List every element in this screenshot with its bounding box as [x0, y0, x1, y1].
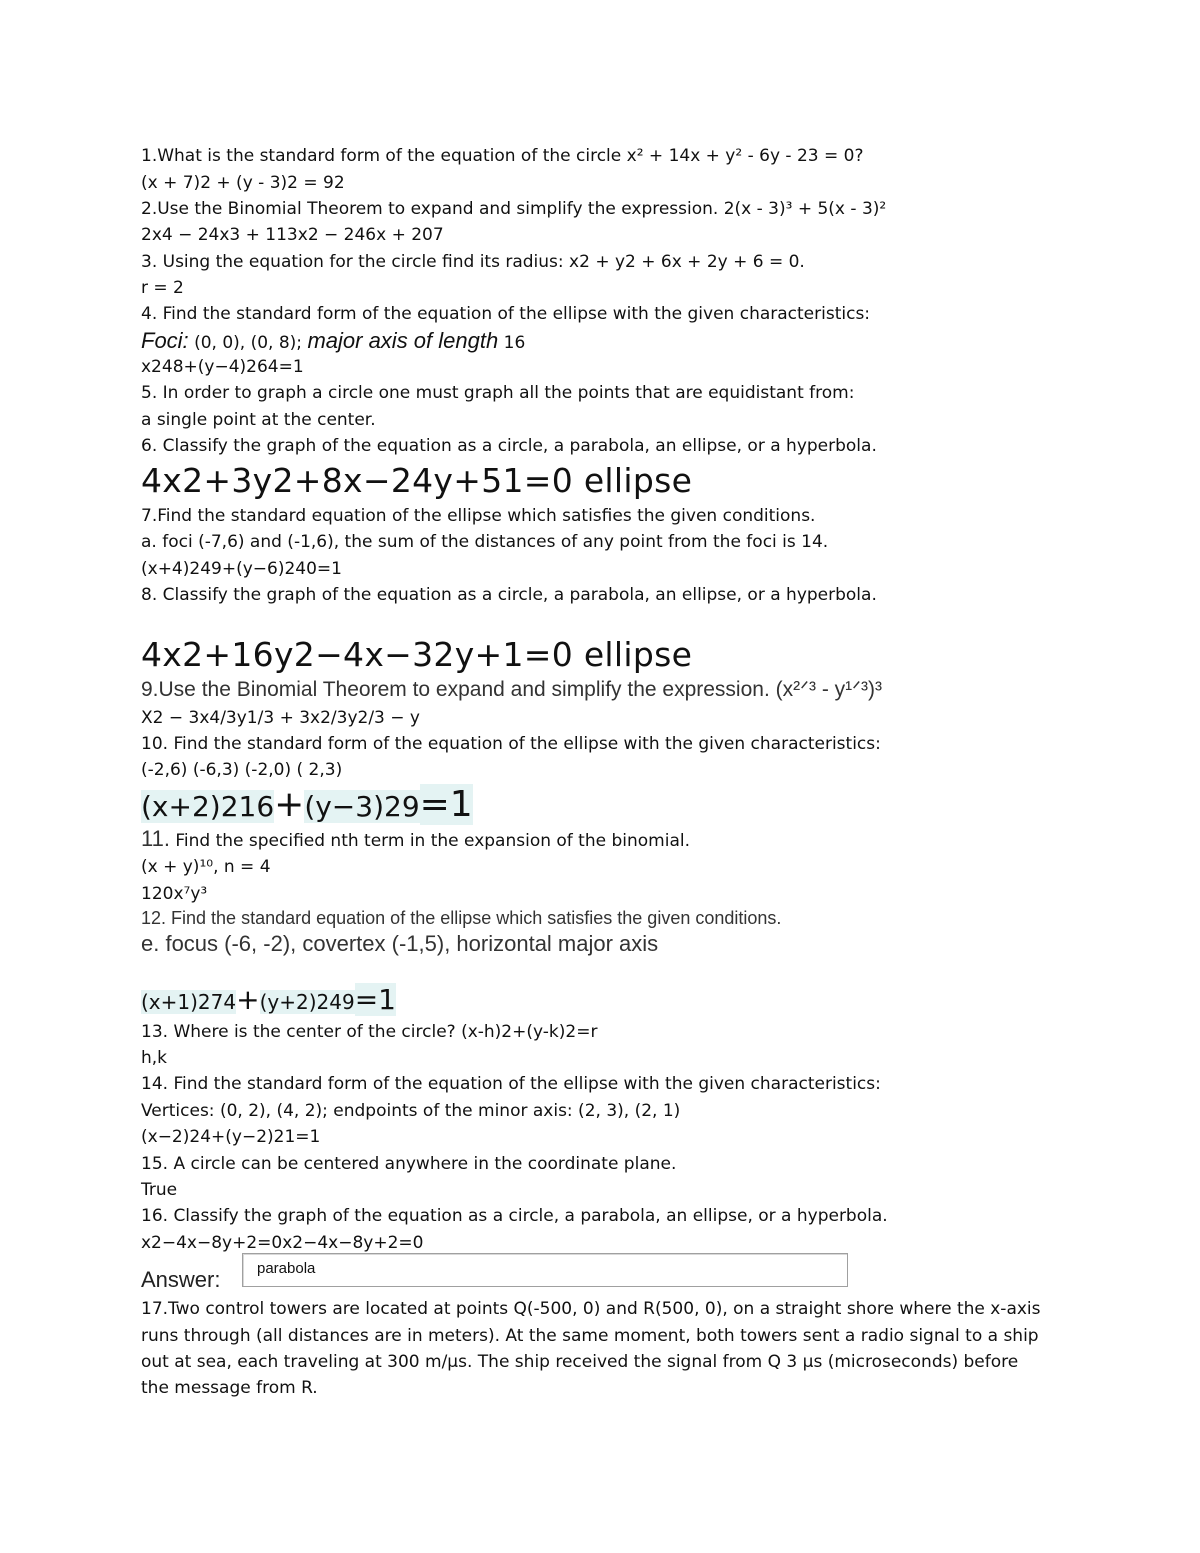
q7-sub: a. foci (-7,6) and (-1,6), the sum of the distances of any point from the foci is 14. [141, 532, 829, 552]
q9-answer: X2 − 3x4/3y1/3 + 3x2/3y2/3 − y [141, 708, 420, 728]
q15-answer: True [141, 1180, 178, 1200]
q14-text: 14. Find the standard form of the equation of the ellipse with the given characteristics: [141, 1074, 881, 1094]
q4-text: 4. Find the standard form of the equation of the ellipse with the given characteristics: [141, 304, 871, 324]
q1-text: 1.What is the standard form of the equation of the circle x² + 14x + y² - 6y - 23 = 0? [141, 146, 864, 166]
q6-answer: 4x2+3y2+8x−24y+51=0 ellipse [141, 461, 693, 500]
q9-text: 9.Use the Binomial Theorem to expand and simplify the expression. (x²ᐟ³ - y¹ᐟ³)³ [141, 678, 883, 701]
q10-answer-equals: =1 [419, 784, 473, 825]
q5-text: 5. In order to graph a circle one must graph all the points that are equidistant from: [141, 383, 855, 403]
q12-answer-part-b: (y+2)249 [259, 990, 355, 1014]
q8-answer: 4x2+16y2−4x−32y+1=0 ellipse [141, 635, 693, 674]
q11-question: Find the specified nth term in the expansion of the binomial. [169, 831, 691, 851]
q16-answer-field[interactable] [242, 1253, 848, 1287]
q11-number: 11. [141, 826, 170, 851]
q7-text: 7.Find the standard equation of the ellipse which satisfies the given conditions. [141, 506, 816, 526]
q16-given: x2−4x−8y+2=0x2−4x−8y+2=0 [141, 1233, 424, 1253]
q4-foci-label: Foci: [141, 328, 189, 353]
q11-answer: 120x⁷y³ [141, 884, 208, 904]
q10-answer-part-b: (y−3)29 [304, 790, 420, 823]
q10-answer-plus: + [274, 784, 305, 825]
q2-answer: 2x4 − 24x3 + 113x2 − 246x + 207 [141, 225, 444, 245]
q12-answer-equals: =1 [354, 983, 396, 1016]
q10-given: (-2,6) (-6,3) (-2,0) ( 2,3) [141, 760, 343, 780]
q11-given: (x + y)¹⁰, n = 4 [141, 857, 271, 877]
q3-text: 3. Using the equation for the circle find its radius: x2 + y2 + 6x + 2y + 6 = 0. [141, 252, 805, 272]
q4-foci-values: (0, 0), (0, 8); [188, 333, 308, 353]
q2-text: 2.Use the Binomial Theorem to expand and simplify the expression. 2(x - 3)³ + 5(x - 3)² [141, 199, 887, 219]
q5-answer: a single point at the center. [141, 410, 376, 430]
q4-axis-value: 16 [498, 333, 526, 353]
q4-answer: x248+(y−4)264=1 [141, 357, 304, 377]
q17-line-4: the message from R. [141, 1378, 318, 1398]
q7-answer: (x+4)249+(y−6)240=1 [141, 559, 342, 579]
q13-answer: h,k [141, 1048, 168, 1068]
q12-answer [141, 985, 396, 1017]
q3-answer: r = 2 [141, 278, 184, 298]
q6-text: 6. Classify the graph of the equation as a circle, a parabola, an ellipse, or a hyperbola. [141, 436, 877, 456]
q13-text: 13. Where is the center of the circle? (x-h)2+(y-k)2=r [141, 1022, 598, 1042]
q12-text: 12. Find the standard equation of the ellipse which satisfies the given conditions. [141, 908, 782, 928]
q17-line-1: 17.Two control towers are located at points Q(-500, 0) and R(500, 0), on a straight shore where the x-axis [141, 1299, 1041, 1319]
q16-answer-label: Answer: [141, 1267, 221, 1292]
q4-axis-label: major axis of length [307, 328, 499, 353]
q10-answer [141, 786, 473, 826]
q14-answer: (x−2)24+(y−2)21=1 [141, 1127, 321, 1147]
q12-answer-part-a: (x+1)274 [141, 990, 237, 1014]
q10-text: 10. Find the standard form of the equation of the ellipse with the given characteristics: [141, 734, 881, 754]
q1-answer: (x + 7)2 + (y - 3)2 = 92 [141, 173, 345, 193]
q11-text [141, 826, 690, 854]
q17-line-3: out at sea, each traveling at 300 m/μs. The ship received the signal from Q 3 μs (microseconds) before [141, 1352, 1019, 1372]
q10-answer-part-a: (x+2)216 [141, 790, 275, 823]
q16-answer-value: parabola [257, 1260, 316, 1277]
q15-text: 15. A circle can be centered anywhere in the coordinate plane. [141, 1154, 677, 1174]
q14-given: Vertices: (0, 2), (4, 2); endpoints of the minor axis: (2, 3), (2, 1) [141, 1101, 681, 1121]
q17-line-2: runs through (all distances are in meters). At the same moment, both towers sent a radio signal to a ship [141, 1326, 1039, 1346]
q12-answer-plus: + [236, 983, 260, 1016]
q8-text: 8. Classify the graph of the equation as a circle, a parabola, an ellipse, or a hyperbola. [141, 585, 877, 605]
q12-sub: e. focus (-6, -2), covertex (-1,5), horizontal major axis [141, 931, 659, 956]
q4-given [141, 328, 525, 356]
q16-text: 16. Classify the graph of the equation as a circle, a parabola, an ellipse, or a hyperbola. [141, 1206, 888, 1226]
